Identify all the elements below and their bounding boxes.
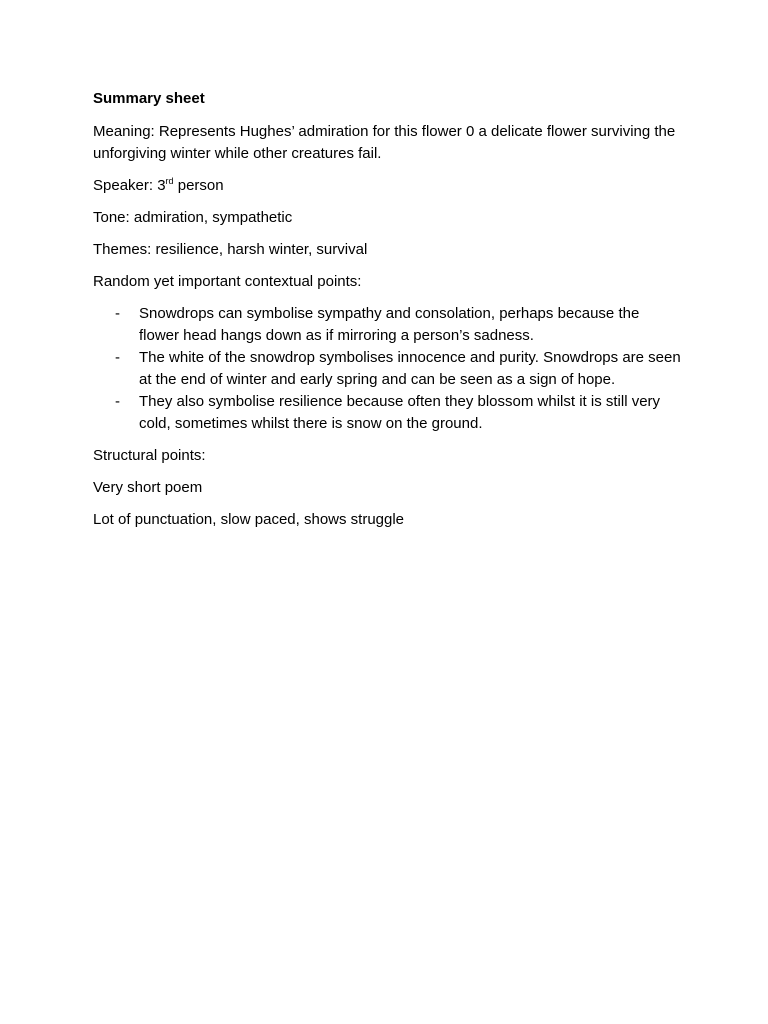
bullet-text: They also symbolise resilience because often they blossom whilst it is still very cold, sometimes whilst there is snow on the ground. xyxy=(139,393,661,432)
document-page xyxy=(93,88,693,541)
document-title: Summary sheet xyxy=(93,90,205,107)
list-item xyxy=(93,303,693,347)
bullet-text: The white of the snowdrop symbolises innocence and purity. Snowdrops are seen at the end of winter and early spring and can be seen as a sign of hope. xyxy=(139,349,681,388)
context-bullet-list xyxy=(93,303,693,435)
speaker-prefix: Speaker: 3 xyxy=(93,177,166,194)
list-item xyxy=(93,347,693,391)
structural-point-1: Very short poem xyxy=(93,479,203,496)
themes-line: Themes: resilience, harsh winter, survival xyxy=(93,241,368,258)
list-item xyxy=(93,391,693,435)
meaning-paragraph: Meaning: Represents Hughes’ admiration for this flower 0 a delicate flower surviving the unforgiving winter while other creatures fail. xyxy=(93,123,676,162)
bullet-text: Snowdrops can symbolise sympathy and consolation, perhaps because the flower head hangs down as if mirroring a person’s sadness. xyxy=(139,305,640,344)
speaker-suffix: person xyxy=(173,177,224,194)
tone-line: Tone: admiration, sympathetic xyxy=(93,209,293,226)
bullet-dash: - xyxy=(115,393,120,410)
structural-heading: Structural points: xyxy=(93,447,206,464)
bullet-dash: - xyxy=(115,349,120,366)
speaker-ordinal-superscript: rd xyxy=(165,176,174,186)
structural-point-2: Lot of punctuation, slow paced, shows struggle xyxy=(93,511,405,528)
bullet-dash: - xyxy=(115,305,120,322)
speaker-line xyxy=(93,175,693,197)
context-heading: Random yet important contextual points: xyxy=(93,273,362,290)
